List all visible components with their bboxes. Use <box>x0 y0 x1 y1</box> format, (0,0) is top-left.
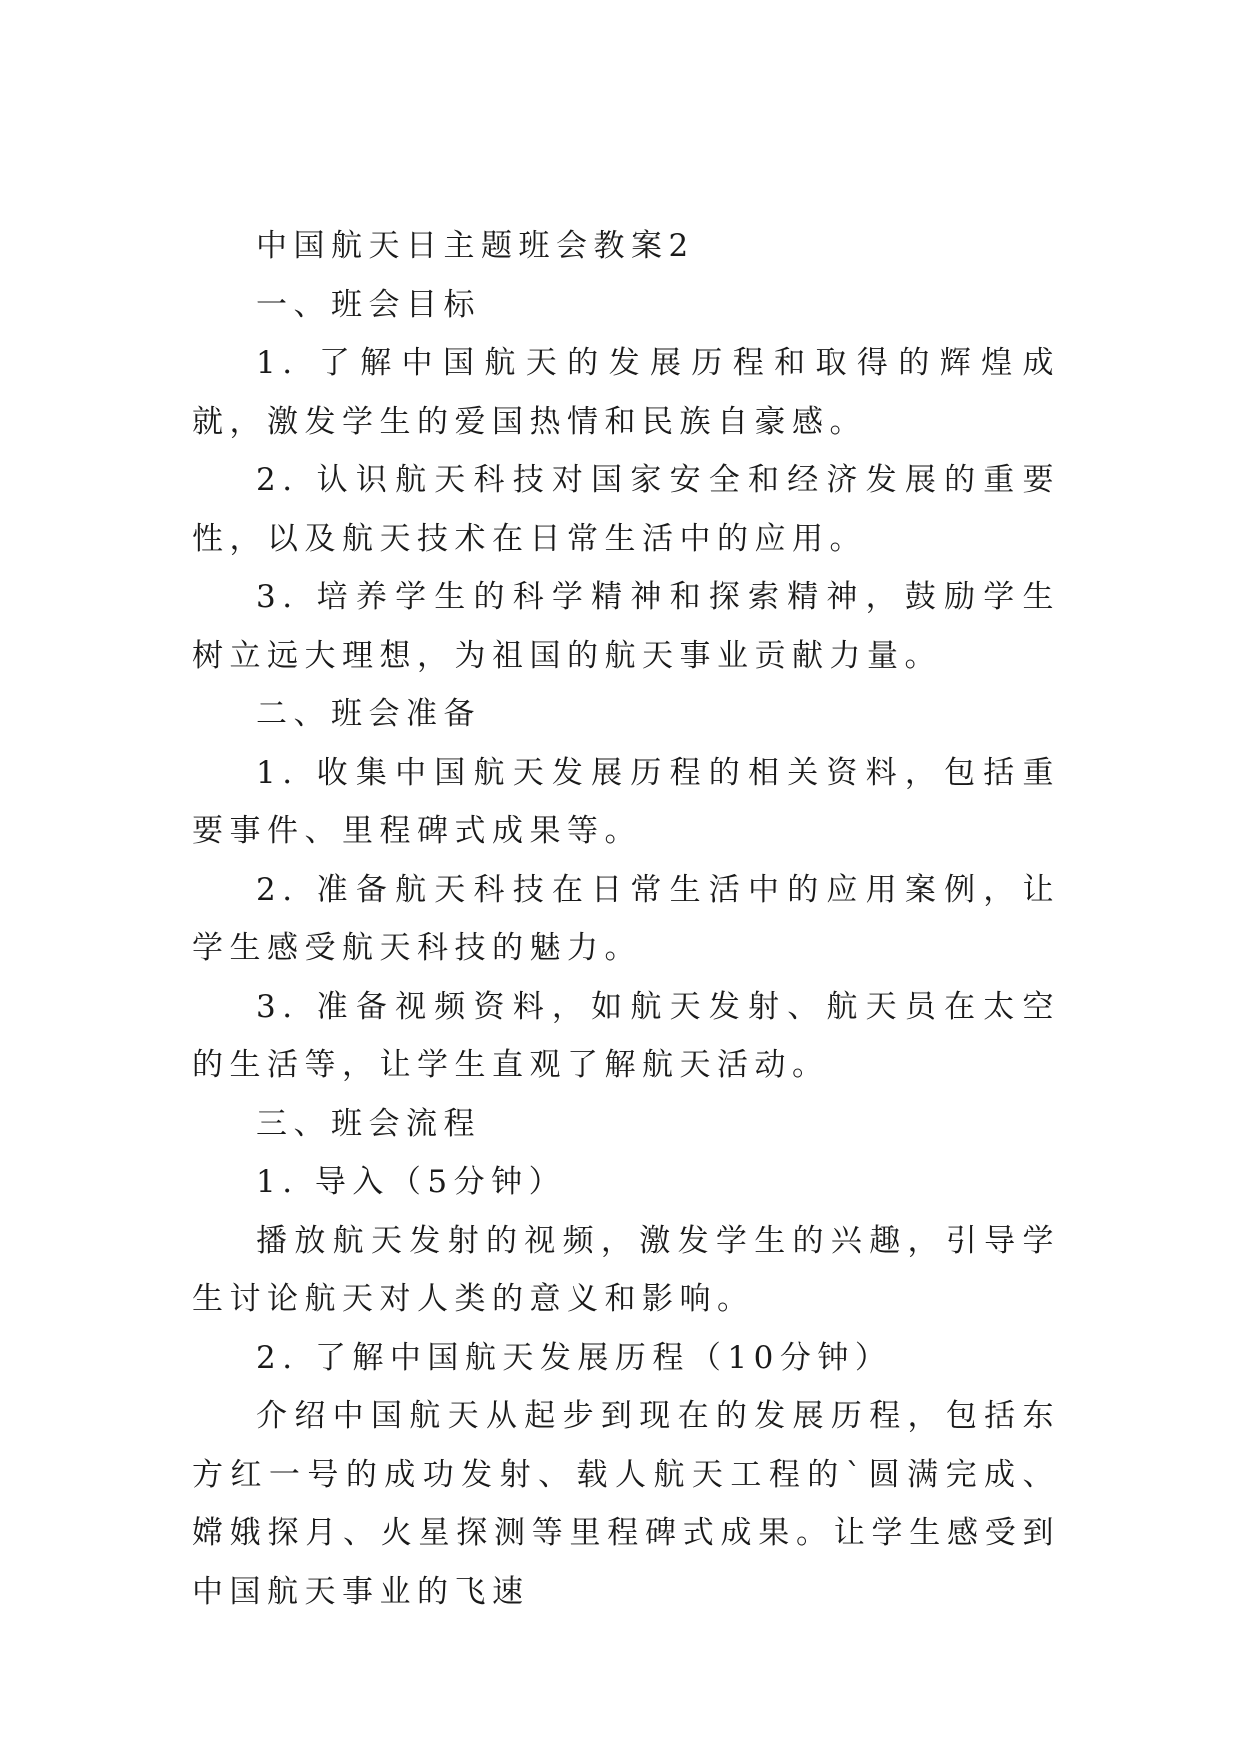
process-step-1-text: 播放航天发射的视频，激发学生的兴趣，引导学生讨论航天对人类的意义和影响。 <box>192 1222 1060 1317</box>
preparation-item-1: 1. 收集中国航天发展历程的相关资料，包括重要事件、里程碑式成果等。 <box>192 754 1060 849</box>
process-step-2-text: 介绍中国航天从起步到现在的发展历程，包括东方红一号的成功发射、载人航天工程的`圆满完成、嫦娥探月、火星探测等里程碑式成果。让学生感受到中国航天事业的飞速 <box>192 1398 1060 1610</box>
section-heading-goals: 一、班会目标 <box>256 286 481 323</box>
goal-item-2: 2. 认识航天科技对国家安全和经济发展的重要性，以及航天技术在日常生活中的应用。 <box>192 462 1060 557</box>
preparation-item-2: 2. 准备航天科技在日常生活中的应用案例，让学生感受航天科技的魅力。 <box>192 871 1060 966</box>
goal-item-3: 3. 培养学生的科学精神和探索精神，鼓励学生树立远大理想，为祖国的航天事业贡献力量。 <box>192 579 1060 674</box>
process-step-2-heading: 2. 了解中国航天发展历程（10分钟） <box>256 1339 893 1376</box>
document-title: 中国航天日主题班会教案2 <box>256 228 695 264</box>
process-step-1-heading: 1. 导入（5分钟） <box>256 1164 567 1200</box>
section-heading-preparation: 二、班会准备 <box>256 696 481 732</box>
document-body <box>192 217 1060 1621</box>
preparation-item-3: 3. 准备视频资料，如航天发射、航天员在太空的生活等，让学生直观了解航天活动。 <box>192 988 1060 1083</box>
section-heading-process: 三、班会流程 <box>256 1105 481 1142</box>
goal-item-1: 1. 了解中国航天的发展历程和取得的辉煌成就，激发学生的爱国热情和民族自豪感。 <box>192 345 1060 440</box>
